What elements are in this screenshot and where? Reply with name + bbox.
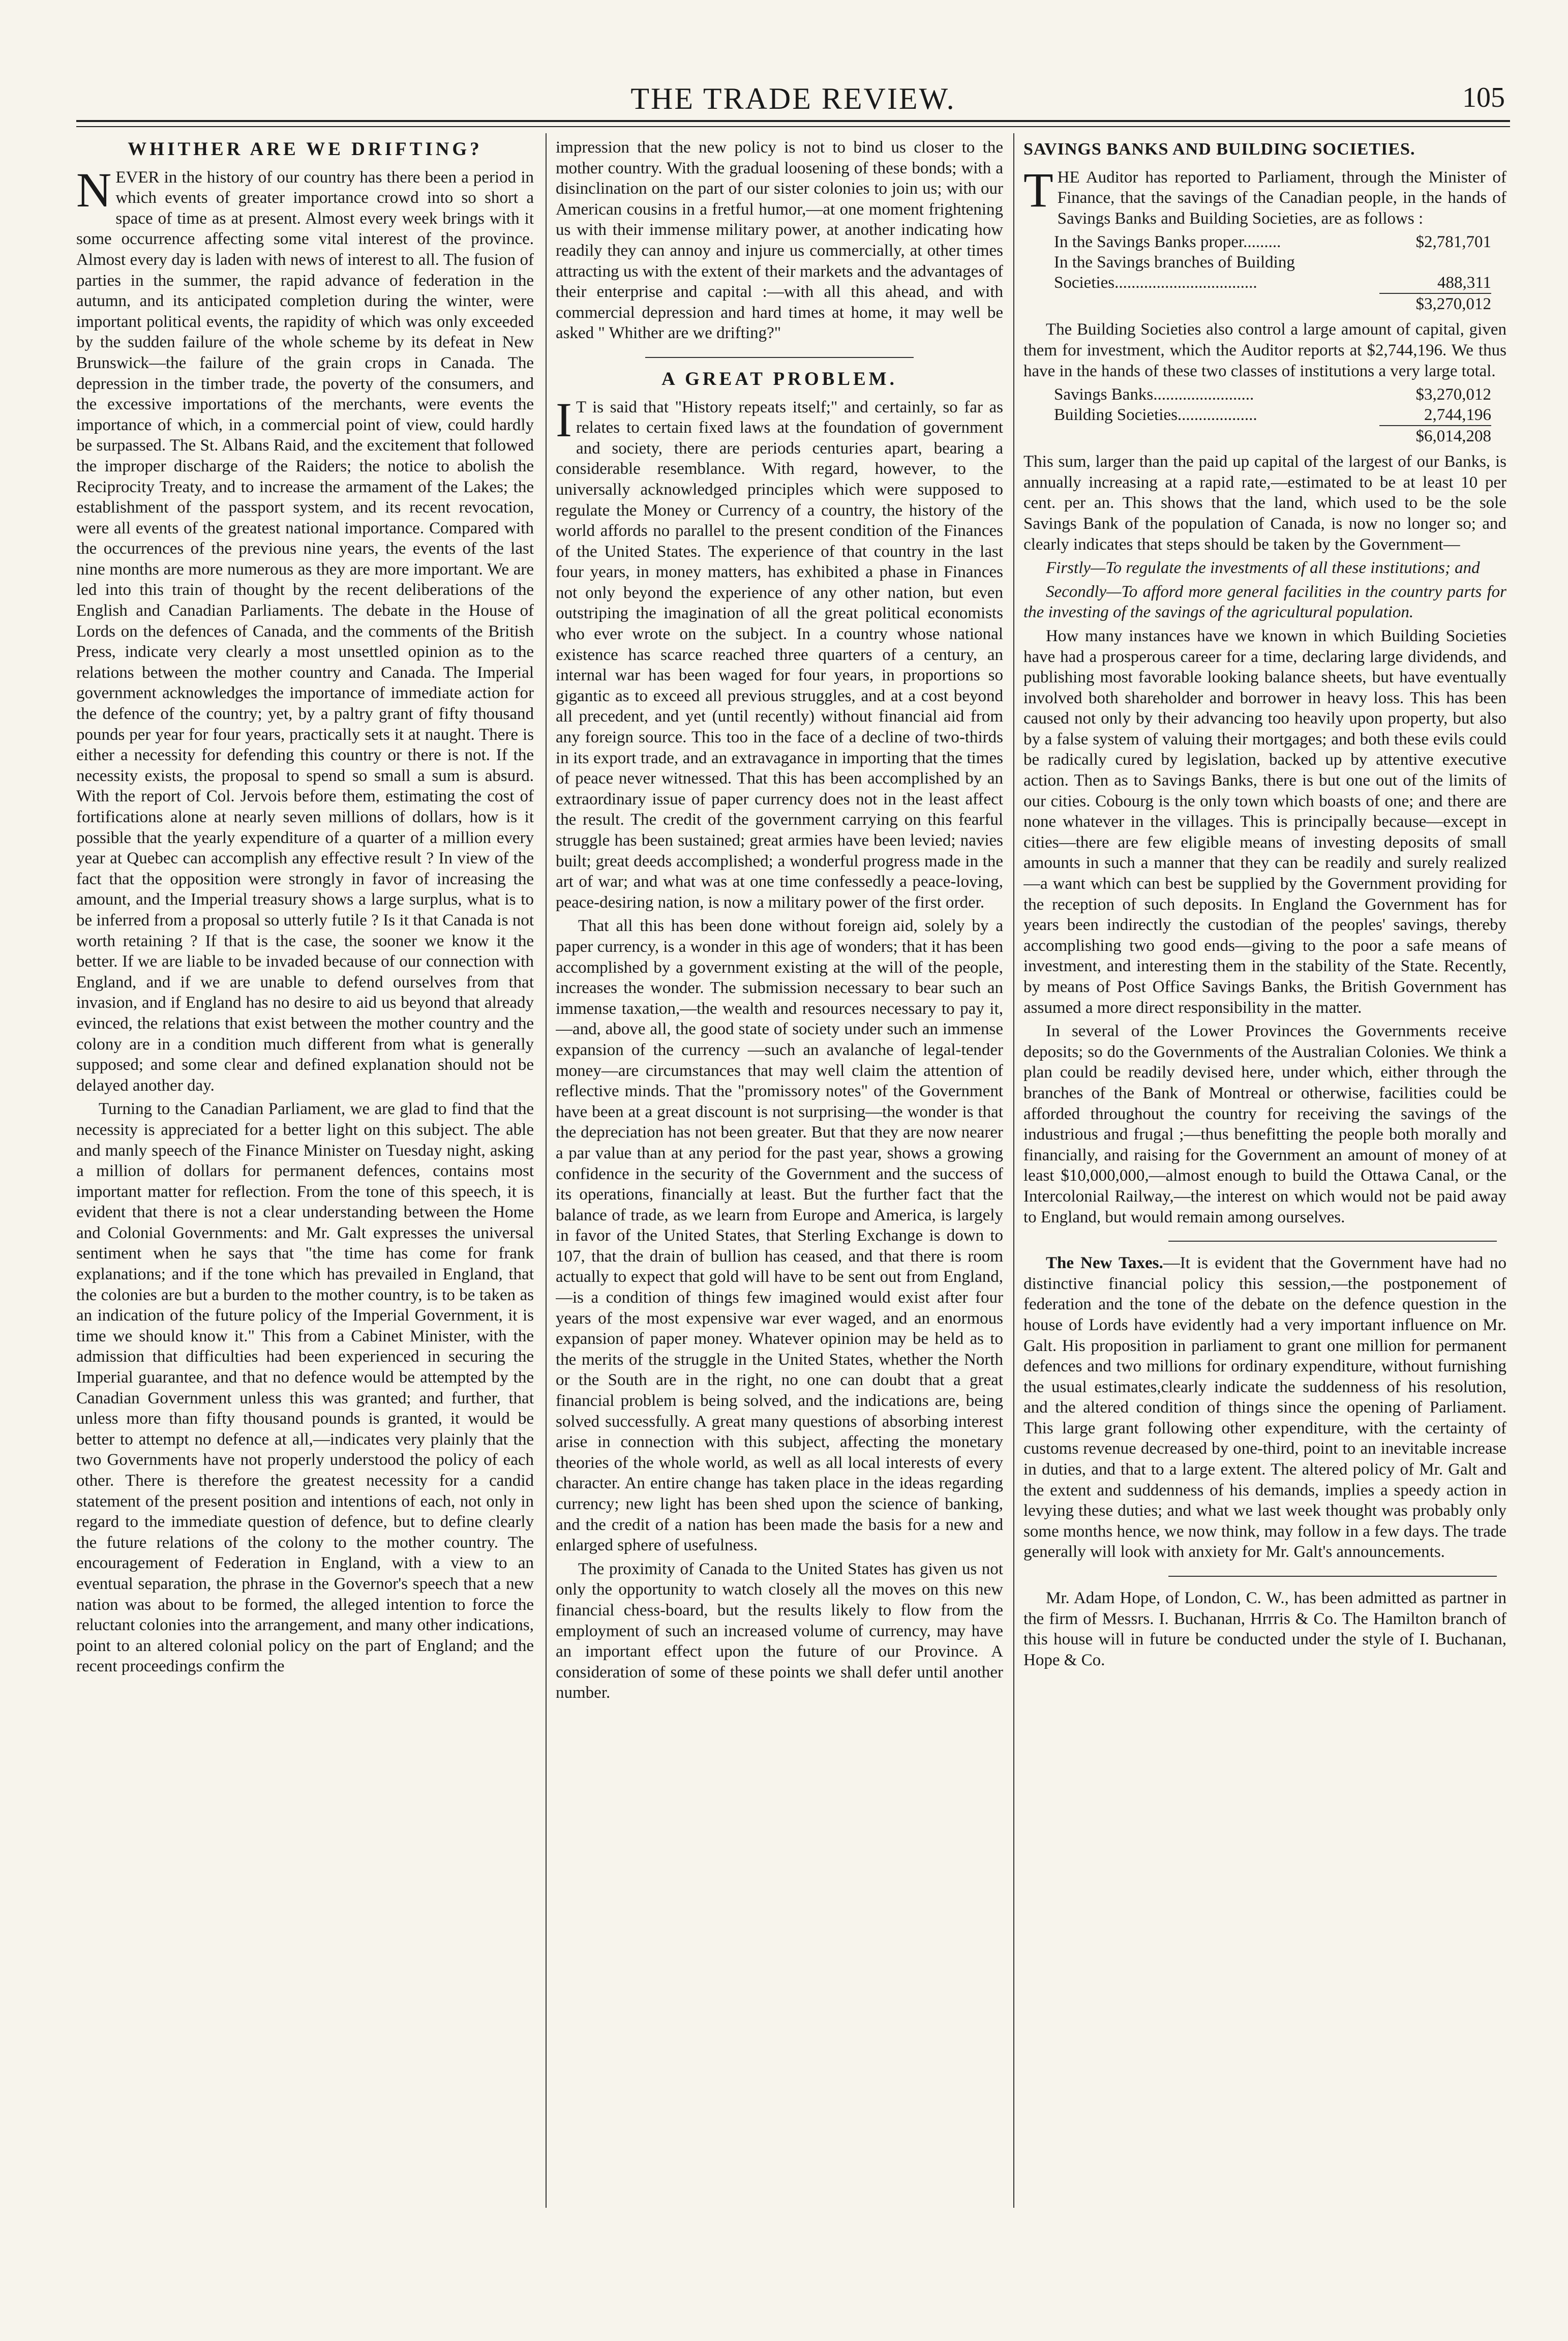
header-rule-thin — [76, 126, 1510, 127]
article-separator — [1168, 1576, 1497, 1577]
ledger-total: $6,014,208 — [1379, 425, 1491, 446]
article-paragraph: Secondly—To afford more general facilities in the country parts for the investing of the savings of the agricultural population. — [1023, 582, 1506, 622]
article-paragraph — [1023, 1253, 1506, 1563]
article-separator — [645, 357, 914, 358]
totals-ledger — [1054, 384, 1506, 446]
page-title: THE TRADE REVIEW. — [630, 82, 956, 115]
page-number: 105 — [1462, 82, 1505, 113]
column-divider — [546, 133, 547, 2208]
header-rule — [76, 120, 1510, 122]
column-divider — [1013, 133, 1014, 2208]
drop-cap: N — [76, 162, 112, 217]
ledger-row: In the Savings branches of Building — [1054, 253, 1295, 272]
column-1 — [76, 137, 534, 2212]
article-paragraph: Firstly—To regulate the investments of all these institutions; and — [1046, 559, 1480, 578]
ledger-row: Savings Banks........................ $3,270,012 — [1054, 385, 1491, 404]
column-2 — [556, 137, 1003, 2212]
article-paragraph — [1023, 162, 1506, 229]
paragraph-text: HE Auditor has reported to Parliament, through the Minister of Finance, that the savings of the Canadian people, in the hands of Savings Banks and Building Societies, are as follows : — [1057, 168, 1506, 228]
column-3 — [1023, 137, 1506, 2212]
article-paragraph: Turning to the Canadian Parliament, we are glad to find that the necessity is appreciated for a better light on this subject. The able and manly speech of the Finance Minister on Tuesday night, asking a million of dollars for permanent defences, contains most important matter for reflection. From the tone of this speech, it is evident that there is not a clear understanding between the Home and Colonial Governments: and Mr. Galt expresses the universal sentiment when he says that "the time has come for frank explanations; and if the tone which has prevailed in England, that the colonies are but a burden to the mother country, is to be taken as an indication of the future policy of the Imperial Government, it is time we should know it." This from a Cabinet Minister, with the admission that difficulties had been experienced in securing the Imperial guarantee, and that no defence would be attempted by the Canadian Government unless this was granted; and further, that unless more than fifty thousand pounds is granted, it would be better to attempt no defence at all,—indicates very plainly that the two Governments have not properly understood the policy of each other. There is therefore the greatest necessity for a candid statement of the present position and intentions of each, not only in regard to the immediate question of defence, but to define clearly the future relations of the colony to the mother country. The encouragement of Federation in England, with a view to an eventual separation, the phrase in the Governor's speech that a new nation was about to be formed, the alleged intention to force the reluctant colonies into the arrangement, and many other indications, point to an altered colonial policy on the part of England; and the recent proceedings confirm the — [76, 1100, 534, 1676]
article-paragraph — [556, 392, 1003, 913]
article-paragraph: In several of the Lower Provinces the Governments receive deposits; so do the Governments of the Australian Colonies. We think a plan could be readily devised here, under which, either through the branches of the Bank of Montreal or otherwise, facilities could be afforded throughout the country for receiving the savings of the industrious and frugal ;—thus benefitting the people both morally and financially, and raising for the Government an amount of money of at least $10,000,000,—almost enough to build the Ottawa Canal, or the Intercolonial Railway,—the interest on which would not be paid away to England, but would remain among ourselves. — [1023, 1022, 1506, 1226]
article-paragraph: That all this has been done without foreign aid, solely by a paper currency, is a wonder in this age of wonders; that it has been accomplished by a government existing at the will of the people, increases the wonder. The submission necessary to bear such an immense taxation,—the wealth and resources necessary to pay it,—and, above all, the good state of society under such an immense expansion of the currency —such an avalanche of legal-tender money—are circumstances that may well claim the attention of reflective minds. That the "promissory notes" of the Government have been at a great discount is not surprising—the wonder is that the depreciation has not been greater. But that they are now nearer a par value than at any period for the past year, shows a growing confidence in the security of the Government and the success of its operations, financially at least. But the further fact that the balance of trade, as we learn from Europe and America, is largely in favor of the United States, that Sterling Exchange is down to 107, that the drain of bullion has ceased, and that there is room actually to expect that gold will have to be sent out from England,—is a condition of things few imagined would exist after four years of the most expensive war ever waged, and an enormous expansion of paper money. Whatever opinion may be held as to the merits of the struggle in the United States, whether the North or the South are in the right, no one can doubt that a great financial problem is being solved, and the indications are, being solved successfully. A great many questions of absorbing interest arise in connection with this subject, affecting the monetary theories of the whole world, as well as all local interests of every character. An entire change has taken place in the ideas regarding currency; new light has been shed upon the science of banking, and the credit of a nation has been made the basis for a new and enlarged sphere of usefulness. — [556, 917, 1003, 1555]
article-separator — [1168, 1241, 1497, 1242]
notice-paragraph: Mr. Adam Hope, of London, C. W., has been admitted as partner in the firm of Messrs. I. Buchanan, Hrrris & Co. The Hamilton branch of this house will in future be conducted under the style of I. Buchanan, Hope & Co. — [1023, 1589, 1506, 1669]
paragraph-text: T is said that "History repeats itself;" and certainly, so far as relates to certain fixed laws at the foundation of government and society, there are periods centuries apart, bearing a considerable resemblance. With regard, however, to the universally acknowledged principles which were supposed to regulate the Money or Currency of a country, the history of the world affords no parallel to the present condition of the Finances of the United States. The experience of that country in the last four years, in money matters, has exhibited a phase in Finances not only beyond the experience of any other nation, but even outstriping the imagination of all the great political economists who ever wrote on the subject. In a country whose national existence has scarce reached three quarters of a century, an internal war has been waged for four years, in proportions so gigantic as to exceed all previous struggles, and at a cost beyond all precedent, and yet (until recently) without financial aid from any foreign source. This too in the face of a decline of two-thirds in its export trade, and an extravagance in importing that the times of peace never witnessed. That this has been accomplished by an extraordinary issue of paper currency does not in the least affect the result. The credit of the government carrying on this fearful struggle has been sustained; great armies have been levied; navies built; great deeds accomplished; a wonderful progress made in the art of war; and what was at one time confessedly a peace-loving, peace-desiring nation, is now a military power of the first order. — [556, 398, 1003, 912]
article-heading-great-problem: A GREAT PROBLEM. — [661, 368, 897, 389]
ledger-row: In the Savings Banks proper......... $2,781,701 — [1054, 233, 1491, 252]
article-heading-whither: WHITHER ARE WE DRIFTING? — [128, 139, 483, 160]
ledger-row: Building Societies................... 2,744,196 — [1054, 406, 1491, 425]
ledger-total: $3,270,012 — [1379, 293, 1491, 314]
paragraph-text: —It is evident that the Government have had no distinctive financial policy this session,—the postponement of federation and the tone of the debate on the defence question in the house of Lords have evidently had a very important influence on Mr. Galt. His proposition in parliament to grant one million for permanent defences and two millions for ordinary expenditure, without furnishing the usual estimates,clearly indicate the suddenness of his resolution, and the altered condition of things since the opening of Parliament. This large grant following other expenditure, with the certainty of customs revenue decreased by one-third, point to an inevitable increase in duties, and that to a large extent. The altered policy of Mr. Galt and the extent and suddenness of his demands, implies a speedy action in levying these duties; and what we last week thought was probably only some months hence, we now think, may follow in a few days. The trade generally will look with anxiety for Mr. Galt's announcements. — [1023, 1254, 1506, 1562]
ledger-row: Societies.................................. 488,311 — [1054, 274, 1491, 292]
runin-heading-new-taxes: The New Taxes. — [1046, 1254, 1163, 1273]
article-paragraph: The proximity of Canada to the United States has given us not only the opportunity to watch closely all the moves on this new financial chess-board, but the results likely to flow from the employment of such an increased volume of currency, may have an important effect upon the future of our Province. A consideration of some of these points we shall defer until another number. — [556, 1559, 1003, 1702]
drop-cap: I — [556, 392, 572, 447]
article-paragraph: This sum, larger than the paid up capital of the largest of our Banks, is annually increasing at a rapid rate,—estimated to be at least 10 per cent. per an. This shows that the land, which used to be the sole Savings Bank of the population of Canada, is now no longer so; and clearly indicates that steps should be taken by the Government— — [1023, 453, 1506, 554]
article-paragraph — [76, 162, 534, 1096]
savings-ledger — [1054, 232, 1506, 314]
article-paragraph: How many instances have we known in which Building Societies have had a prosperous career for a time, declaring large dividends, and publishing most favorable looking balance sheets, but have eventually involved both shareholder and borrower in heavy loss. This has been caused not only by their advancing too heavily upon property, but also by a false system of valuing their mortgages; and both these evils could be radically cured by legislation, backed up by attentive executive action. Then as to Savings Banks, there is but one out of the limits of our cities. Cobourg is the only town which boasts of one; and there are none whatever in the villages. This is principally because—except in cities—there are few eligible means of investing deposits of small amounts in such a manner that they can be readily and surely realized—a want which can best be supplied by the Government providing for the reception of such deposits. In England the Government has for years been indirectly the custodian of the peoples' savings, thereby accomplishing two good ends—giving to the poor a safe means of investment, and interesting them in the stability of the State. Recently, by means of Post Office Savings Banks, the British Government has assumed a more direct responsibility in the matter. — [1023, 626, 1506, 1017]
drop-cap: T — [1023, 162, 1053, 217]
article-paragraph: The Building Societies also control a large amount of capital, given them for investment, which the Auditor reports at $2,744,196. We thus have in the hands of these two classes of institutions a very large total. — [1023, 320, 1506, 380]
paragraph-text: EVER in the history of our country has there been a period in which events of greater importance crowd into so short a space of time as at present. Almost every week brings with it some occurrence affecting some vital interest of the province. Almost every day is laden with news of interest to all. The fusion of parties in the summer, the rapid advance of federation in the autumn, and its anticipated completion during the winter, were important political events, the rapidity of which was only exceeded by the sudden failure of the whole scheme by its defeat in New Brunswick—the failure of the grain crops in Canada. The depression in the timber trade, the poverty of the consumers, and the excessive importations of the merchants, were events the importance of which, in a commercial point of view, could hardly be surpassed. The St. Albans Raid, and the excitement that followed the improper discharge of the Raiders; the notice to abolish the Reciprocity Treaty, and to increase the armament of the Lakes; the establishment of the passport system, and its recent revocation, were all events of the greatest national importance. Compared with the occurrences of the previous nine years, the events of the last nine months are more numerous as they are more important. We are led into this train of thought by the recent deliberations of the English and Canadian Parliaments. The debate in the House of Lords on the defences of Canada, and the comments of the British Press, indicate very clearly a most unsettled opinion as to the relations between the mother country and Canada. The Imperial government acknowledges the importance of immediate action for the defence of the country; yet, by a paltry grant of fifty thousand pounds per year for four years, practically sets it at naught. There is either a necessity for defending this country or there is not. If the necessity exists, the proposal to spend so small a sum is absurd. With the report of Col. Jervois before them, estimating the cost of fortifications alone at nearly seven millions of dollars, how is it possible that the yearly expenditure of a quarter of a million every year at Quebec can accomplish any effective result ? In view of the fact that the opposition were strongly in favor of increasing the amount, and the Imperial treasury shows a large surplus, what is to be inferred from a proposal so utterly futile ? Is it that Canada is not worth retaining ? If that is the case, the sooner we know it the better. If we are liable to be invaded because of our connection with England, and if we are unable to defend ourselves from that invasion, and if England has no desire to aid us beyond that already evinced, the relations that exist between the mother country and the colony are in a condition much different from what is generally supposed; and some clear and defined explanation should not be delayed another day. — [76, 168, 534, 1095]
masthead — [76, 76, 1510, 117]
article-heading-savings: SAVINGS BANKS AND BUILDING SOCIETIES. — [1023, 140, 1415, 159]
article-paragraph: impression that the new policy is not to bind us closer to the mother country. With the gradual loosening of these bonds; with a disinclination on the part of our sister colonies to join us; with our American cousins in a fretful humor,—at one moment frightening us with their immense military power, at another indicating how readily they can annoy and injure us commercially, at other times attracting us with the extent of their markets and the advantages of their enterprise and capital :—with all this ahead, and with commercial depression and hard times at home, it may well be asked " Whither are we drifting?" — [556, 138, 1003, 343]
